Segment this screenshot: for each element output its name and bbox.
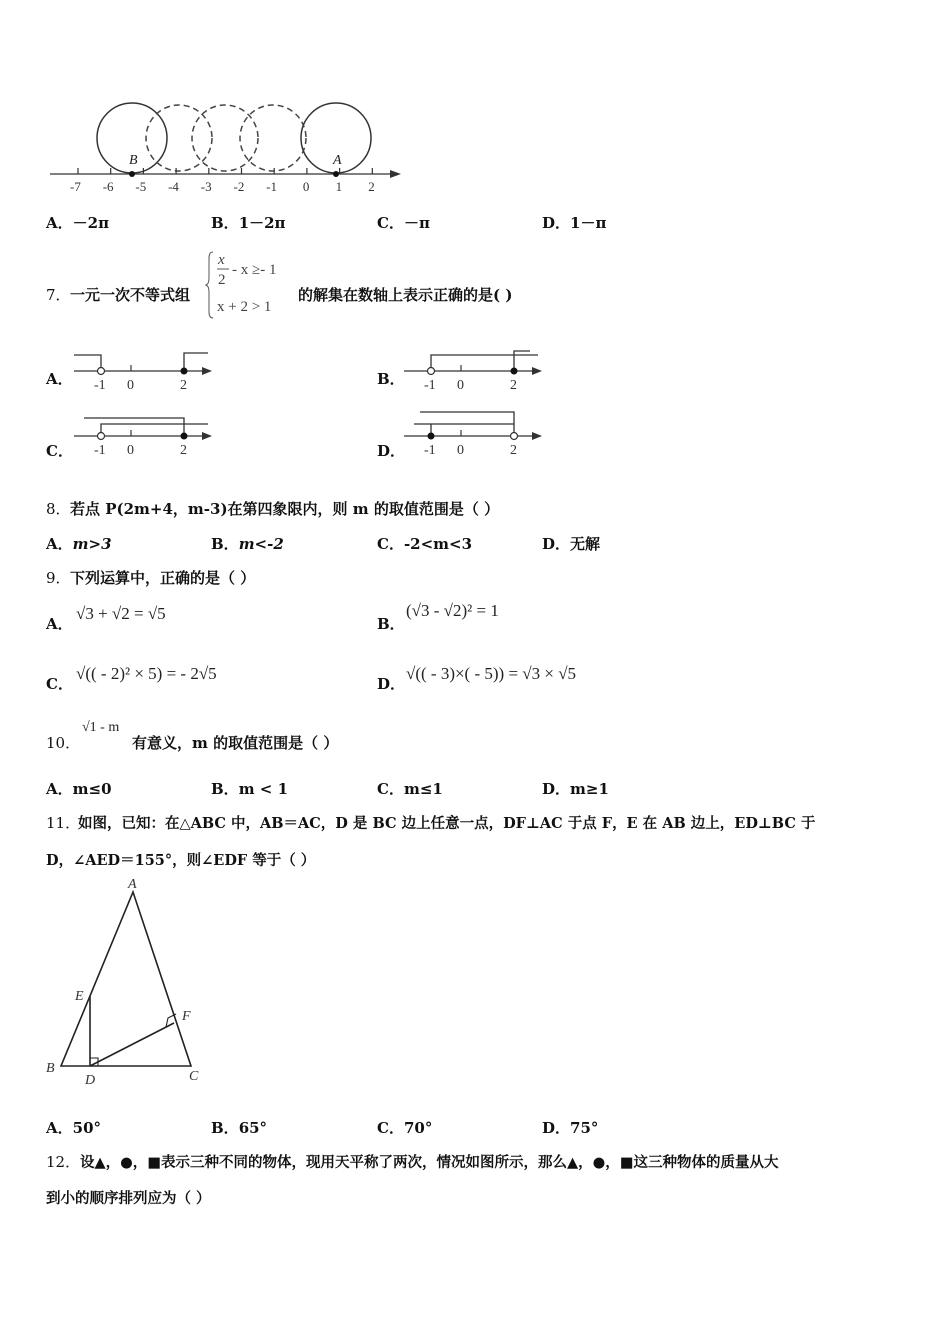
q8-option-d-label: D． — [542, 535, 571, 553]
q12-stem-line1: 设▲，●，■表示三种不同的物体，现用天平称了两次，情况如图所示，那么▲，●，■这三种物体的质量从大 — [80, 1154, 779, 1171]
q6-tick-label: -6 — [102, 179, 114, 194]
q6-tick-label: -1 — [266, 179, 278, 194]
tick-label-0: 0 — [127, 378, 134, 393]
q6-circle-dashed-3 — [240, 105, 306, 171]
label-b: B — [46, 1061, 55, 1076]
q11-option-d-text: 75° — [570, 1119, 599, 1137]
q7-ineq2: x + 2 > 1 — [217, 299, 272, 315]
q6-option-b-text: 1－2π — [238, 214, 286, 232]
q6-point-b-label: B — [129, 153, 138, 168]
q11-option-b-text: 65° — [238, 1119, 268, 1137]
q11-option-b-label: B． — [211, 1119, 239, 1137]
q11-option-d[interactable] — [542, 1117, 598, 1138]
q10-option-c[interactable] — [377, 778, 443, 799]
q8-option-c-label: C． — [377, 535, 404, 553]
q6-point-a-dot — [333, 171, 339, 177]
label-c: C — [189, 1069, 199, 1084]
q7-option-c-label[interactable]: C． — [46, 442, 73, 460]
q9-option-d-expr: √(( - 3)×( - 5)) = √3 × √5 — [406, 664, 577, 683]
tick-label-neg1: -1 — [94, 443, 106, 458]
q11-number: 11． — [46, 814, 81, 832]
q9-option-c-expr: √(( - 2)² × 5) = - 2√5 — [76, 664, 217, 683]
q6-option-a[interactable] — [46, 212, 109, 233]
q6-option-c-label: C． — [377, 214, 404, 232]
q11-stem-line2: D，∠AED＝155°，则∠EDF 等于（ ） — [46, 852, 316, 869]
q6-option-a-text: －2π — [72, 214, 110, 232]
q10-radical: √1 - m — [82, 720, 120, 735]
label-d: D — [85, 1073, 96, 1087]
open-point — [98, 368, 105, 375]
tick-label-neg1: -1 — [424, 443, 436, 458]
tick-label-2: 2 — [510, 378, 517, 393]
open-point — [98, 433, 105, 440]
ray-left — [74, 355, 101, 371]
q8-option-b-text: m<-2 — [238, 535, 284, 553]
q8-option-b-label: B． — [211, 535, 239, 553]
tick-label-2: 2 — [510, 443, 517, 458]
q8-option-d[interactable] — [542, 533, 600, 554]
q8-option-d-text: 无解 — [570, 535, 601, 553]
q7-option-a-label[interactable]: A． — [46, 370, 73, 388]
q10-number: 10． — [46, 734, 81, 752]
q11-triangle-figure — [40, 872, 215, 1087]
axis-arrow — [202, 367, 212, 375]
q6-option-d-label: D． — [542, 214, 571, 232]
q9-option-b-expr: (√3 - √2)² = 1 — [406, 601, 499, 620]
q7-prefix: 一元一次不等式组 — [70, 286, 191, 304]
q11-option-b[interactable] — [211, 1117, 267, 1138]
q11-option-d-label: D． — [542, 1119, 571, 1137]
tick-label-2: 2 — [180, 378, 187, 393]
solid-point — [511, 368, 518, 375]
q10-option-d[interactable] — [542, 778, 609, 799]
q11-option-c[interactable] — [377, 1117, 432, 1138]
open-point — [428, 368, 435, 375]
q10-option-d-label: D． — [542, 780, 571, 798]
axis-arrow — [532, 432, 542, 440]
solid-point — [428, 433, 435, 440]
q6-tick-label: -2 — [233, 179, 245, 194]
q11-option-c-text: 70° — [403, 1119, 433, 1137]
q6-tick-label: 1 — [335, 179, 343, 194]
q10-option-a-label: A． — [46, 780, 73, 798]
label-f: F — [182, 1009, 191, 1024]
axis-arrow — [202, 432, 212, 440]
q9-stem: 下列运算中，正确的是（ ） — [70, 569, 256, 587]
q10-option-d-text: m≥1 — [570, 780, 609, 798]
solid-point — [181, 433, 188, 440]
q6-option-b-label: B． — [211, 214, 239, 232]
q6-tick-label: -7 — [70, 179, 81, 194]
q6-tick-label: -5 — [135, 179, 147, 194]
q6-option-d-text: 1－π — [570, 214, 607, 232]
q10-option-b[interactable] — [211, 778, 288, 799]
q7-option-d-label[interactable]: D． — [377, 442, 406, 460]
tick-label-neg1: -1 — [424, 378, 436, 393]
q11-option-a-label: A． — [46, 1119, 73, 1137]
q9-option-b-label[interactable]: B． — [377, 615, 405, 633]
label-e: E — [75, 989, 84, 1004]
q7-inequality-system — [205, 250, 300, 320]
q8-option-c-text: -2<m<3 — [403, 535, 473, 553]
open-point — [511, 433, 518, 440]
q6-option-d[interactable] — [542, 212, 606, 233]
q6-option-a-label: A． — [46, 214, 73, 232]
q8-option-a-label: A． — [46, 535, 73, 553]
tick-label-0: 0 — [457, 443, 464, 458]
q8-number: 8． — [46, 500, 71, 518]
q8-option-a[interactable] — [46, 533, 112, 554]
q10-stem: 有意义，m 的取值范围是（ ） — [132, 734, 339, 752]
q8-option-a-text: m>3 — [72, 535, 112, 553]
q11-stem-line1: 如图，已知：在△ABC 中，AB＝AC，D 是 BC 边上任意一点，DF⊥AC 于点 F，E 在 AB 边上，ED⊥BC 于 — [78, 815, 816, 832]
q6-option-c[interactable] — [377, 212, 430, 233]
solid-point — [181, 368, 188, 375]
q7-suffix: 的解集在数轴上表示正确的是( ) — [298, 286, 513, 304]
q7-option-a-number-line[interactable] — [68, 345, 218, 395]
q6-option-b[interactable] — [211, 212, 286, 233]
q7-ineq1-denominator: 2 — [218, 272, 226, 288]
q7-option-b-number-line[interactable] — [398, 345, 548, 395]
q7-option-b-label[interactable]: B． — [377, 370, 405, 388]
q6-number-line-figure — [45, 98, 410, 198]
q6-point-a-label: A — [333, 153, 342, 168]
ray-from-neg1 — [101, 424, 208, 436]
triangle-abc — [61, 892, 191, 1066]
q10-option-a[interactable] — [46, 778, 112, 799]
q11-option-a-text: 50° — [72, 1119, 102, 1137]
q7-ineq1-rest: - x ≥- 1 — [232, 262, 277, 278]
q10-option-c-label: C． — [377, 780, 404, 798]
segment-df — [90, 1023, 174, 1066]
tick-label-neg1: -1 — [94, 378, 106, 393]
q10-option-c-text: m≤1 — [403, 780, 443, 798]
q7-ineq1-numerator: x — [218, 252, 225, 268]
tick-label-2: 2 — [180, 443, 187, 458]
q9-option-d-label[interactable]: D． — [377, 675, 406, 693]
tick-label-0: 0 — [127, 443, 134, 458]
q6-tick-label: -3 — [200, 179, 212, 194]
q7-option-c-number-line[interactable] — [68, 410, 218, 460]
q7-number: 7． — [46, 286, 71, 304]
q12-stem-line2: 到小的顺序排列应为（ ） — [46, 1190, 211, 1207]
q10-option-b-label: B． — [211, 780, 239, 798]
q8-option-c[interactable] — [377, 533, 472, 554]
q6-option-c-text: －π — [403, 214, 430, 232]
q11-option-c-label: C． — [377, 1119, 404, 1137]
q10-option-b-text: m < 1 — [238, 780, 289, 798]
q6-tick-label: -4 — [168, 179, 179, 194]
ray-from-neg1 — [431, 355, 538, 371]
q6-circle-dashed-1 — [146, 105, 212, 171]
q9-option-a-expr: √3 + √2 = √5 — [76, 604, 166, 623]
label-a: A — [128, 877, 137, 892]
q6-point-b-dot — [129, 171, 135, 177]
ray-from-2 — [514, 351, 530, 371]
q12-number: 12． — [46, 1153, 81, 1171]
q9-option-c-label[interactable]: C． — [46, 675, 73, 693]
q10-option-a-text: m≤0 — [72, 780, 112, 798]
q6-tick-label: 0 — [302, 179, 310, 194]
q7-brace — [206, 252, 213, 318]
q9-option-a-label[interactable]: A． — [46, 615, 73, 633]
q11-option-a[interactable] — [46, 1117, 101, 1138]
q8-stem: 若点 P(2m+4，m-3)在第四象限内，则 m 的取值范围是（ ） — [70, 500, 500, 518]
q9-number: 9． — [46, 569, 71, 587]
tick-label-0: 0 — [457, 378, 464, 393]
q8-option-b[interactable] — [211, 533, 284, 554]
q6-tick-label: 2 — [368, 179, 375, 194]
axis-arrow — [532, 367, 542, 375]
q7-option-d-number-line[interactable] — [398, 410, 548, 460]
q6-axis-arrow — [390, 170, 401, 178]
